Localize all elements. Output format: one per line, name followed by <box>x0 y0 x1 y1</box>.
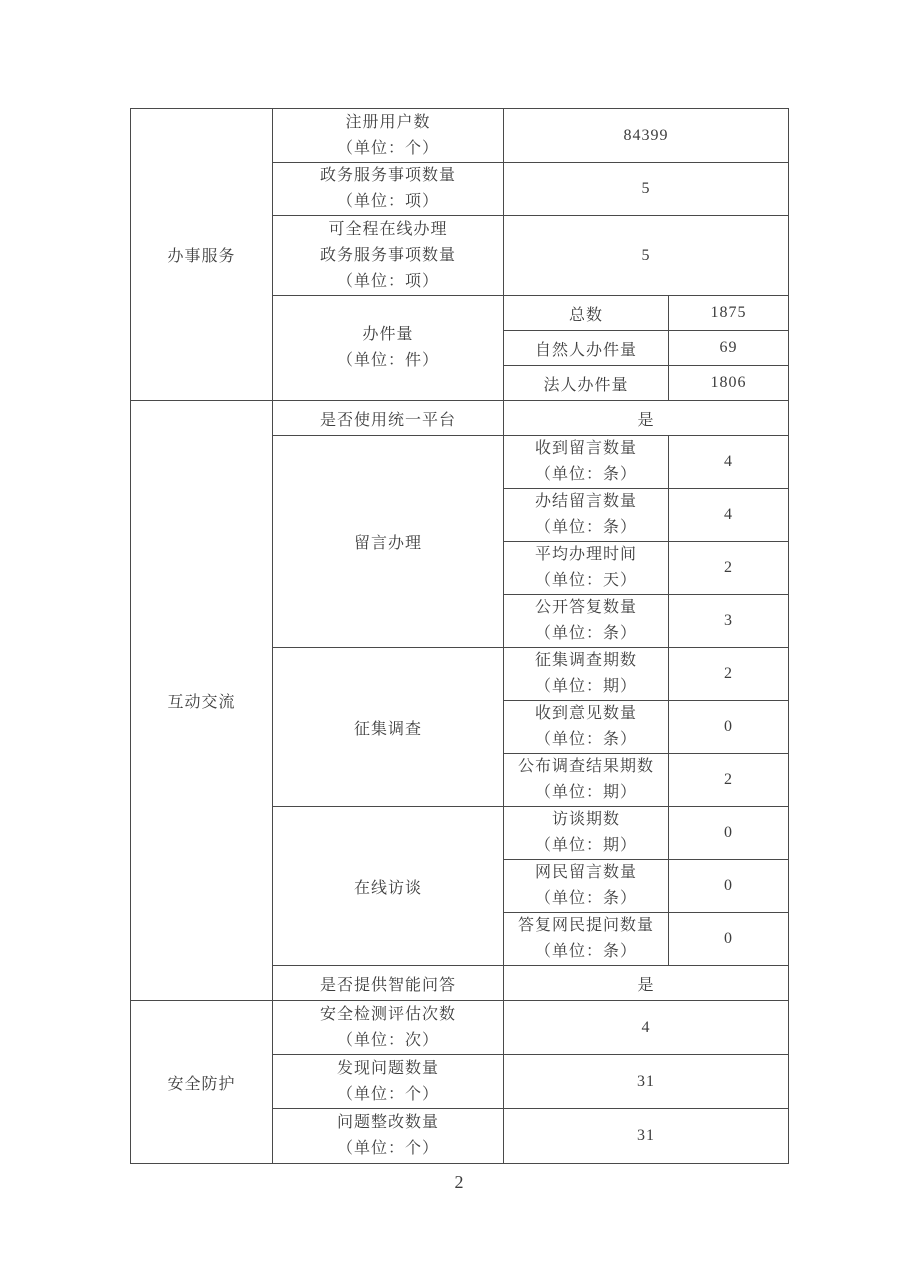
metric-unit-line: （单位：次） <box>336 1031 439 1049</box>
category-label: 办事服务 <box>167 248 236 265</box>
group-name-cell: 留言办理 <box>273 436 504 648</box>
category-label: 互动交流 <box>167 694 236 711</box>
metric-label-cell <box>273 163 504 216</box>
sub-metric-unit-line: （单位：天） <box>534 572 637 589</box>
metric-label-cell <box>273 216 504 296</box>
metric-label-cell <box>273 1001 504 1055</box>
sub-metric-name-cell <box>504 807 669 860</box>
sub-metric-unit-line: （单位：条） <box>534 731 637 748</box>
metric-label-line: 发现问题数量 <box>336 1059 439 1077</box>
metric-label-line: 安全检测评估次数 <box>319 1005 456 1023</box>
sub-metric-name-cell <box>504 913 669 966</box>
sub-metric-value-cell: 2 <box>669 754 789 807</box>
group-unit-line: （单位：件） <box>336 352 439 369</box>
sub-metric-unit-line: （单位：条） <box>534 890 637 907</box>
metric-label-line: 问题整改数量 <box>336 1114 439 1131</box>
sub-metric-name-line: 平均办理时间 <box>534 546 637 563</box>
metric-label-line: 注册用户数 <box>345 113 431 131</box>
metric-value-cell: 31 <box>504 1109 789 1164</box>
metric-label-line: 政务服务事项数量 <box>319 167 456 184</box>
sub-metric-name-line: 收到意见数量 <box>534 705 637 722</box>
sub-metric-value-cell: 2 <box>669 542 789 595</box>
metric-unit-line: （单位：项） <box>336 193 439 210</box>
sub-metric-name-line: 办结留言数量 <box>534 493 637 510</box>
sub-metric-unit-line: （单位：条） <box>534 466 637 483</box>
metric-value-cell: 31 <box>504 1055 789 1109</box>
sub-metric-name-line: 公布调查结果期数 <box>517 758 654 775</box>
sub-metric-unit-line: （单位：条） <box>534 625 637 642</box>
sub-metric-value-cell: 1806 <box>669 366 789 401</box>
sub-metric-unit-line: （单位：期） <box>534 837 637 854</box>
metric-value-cell: 5 <box>504 216 789 296</box>
group-name-cell <box>273 296 504 401</box>
sub-metric-value-cell: 4 <box>669 489 789 542</box>
sub-metric-value-cell: 2 <box>669 648 789 701</box>
metric-value-cell: 是 <box>504 966 789 1001</box>
sub-metric-name-line: 收到留言数量 <box>534 440 637 457</box>
sub-metric-name-cell <box>504 860 669 913</box>
group-name-line: 办件量 <box>362 326 414 343</box>
sub-metric-unit-line: （单位：条） <box>534 943 637 960</box>
sub-metric-name-cell <box>504 489 669 542</box>
sub-metric-name-cell: 法人办件量 <box>504 366 669 401</box>
sub-metric-value-cell: 69 <box>669 331 789 366</box>
category-cell-interaction <box>131 401 273 1001</box>
metric-unit-line: （单位：个） <box>336 1085 439 1103</box>
sub-metric-name-cell <box>504 542 669 595</box>
sub-metric-name-line: 答复网民提问数量 <box>517 917 654 934</box>
metric-label-cell <box>273 1055 504 1109</box>
sub-metric-value-cell: 3 <box>669 595 789 648</box>
group-name-cell: 征集调查 <box>273 648 504 807</box>
metric-value-cell: 5 <box>504 163 789 216</box>
metric-label-line: 可全程在线办理 <box>328 220 448 238</box>
category-cell-service <box>131 109 273 401</box>
category-cell-security <box>131 1001 273 1164</box>
metric-label-cell <box>273 1109 504 1164</box>
metric-label-cell <box>273 109 504 163</box>
metric-label-cell: 是否使用统一平台 <box>273 401 504 436</box>
sub-metric-name-line: 访谈期数 <box>551 811 620 828</box>
page-number: 2 <box>454 1172 464 1192</box>
sub-metric-value-cell: 4 <box>669 436 789 489</box>
report-table <box>130 108 789 1164</box>
category-label: 安全防护 <box>167 1075 236 1093</box>
sub-metric-name-line: 公开答复数量 <box>534 599 637 616</box>
metric-unit-line: （单位：个） <box>336 139 439 157</box>
sub-metric-value-cell: 1875 <box>669 296 789 331</box>
metric-label-cell: 是否提供智能问答 <box>273 966 504 1001</box>
sub-metric-value-cell: 0 <box>669 913 789 966</box>
metric-unit-line: （单位：项） <box>336 272 439 290</box>
metric-unit-line: （单位：个） <box>336 1140 439 1157</box>
sub-metric-name-cell <box>504 595 669 648</box>
sub-metric-name-line: 网民留言数量 <box>534 864 637 881</box>
sub-metric-name-cell <box>504 436 669 489</box>
sub-metric-value-cell: 0 <box>669 701 789 754</box>
sub-metric-unit-line: （单位：期） <box>534 784 637 801</box>
sub-metric-value-cell: 0 <box>669 807 789 860</box>
sub-metric-name-cell <box>504 648 669 701</box>
metric-value-cell: 4 <box>504 1001 789 1055</box>
sub-metric-unit-line: （单位：期） <box>534 678 637 695</box>
metric-value-cell: 84399 <box>504 109 789 163</box>
metric-label-line: 政务服务事项数量 <box>319 246 456 264</box>
sub-metric-name-line: 征集调查期数 <box>534 652 637 669</box>
sub-metric-name-cell: 自然人办件量 <box>504 331 669 366</box>
metric-value-cell: 是 <box>504 401 789 436</box>
sub-metric-name-cell <box>504 701 669 754</box>
sub-metric-name-cell <box>504 754 669 807</box>
sub-metric-value-cell: 0 <box>669 860 789 913</box>
sub-metric-unit-line: （单位：条） <box>534 519 637 536</box>
sub-metric-name-cell: 总数 <box>504 296 669 331</box>
group-name-cell: 在线访谈 <box>273 807 504 966</box>
